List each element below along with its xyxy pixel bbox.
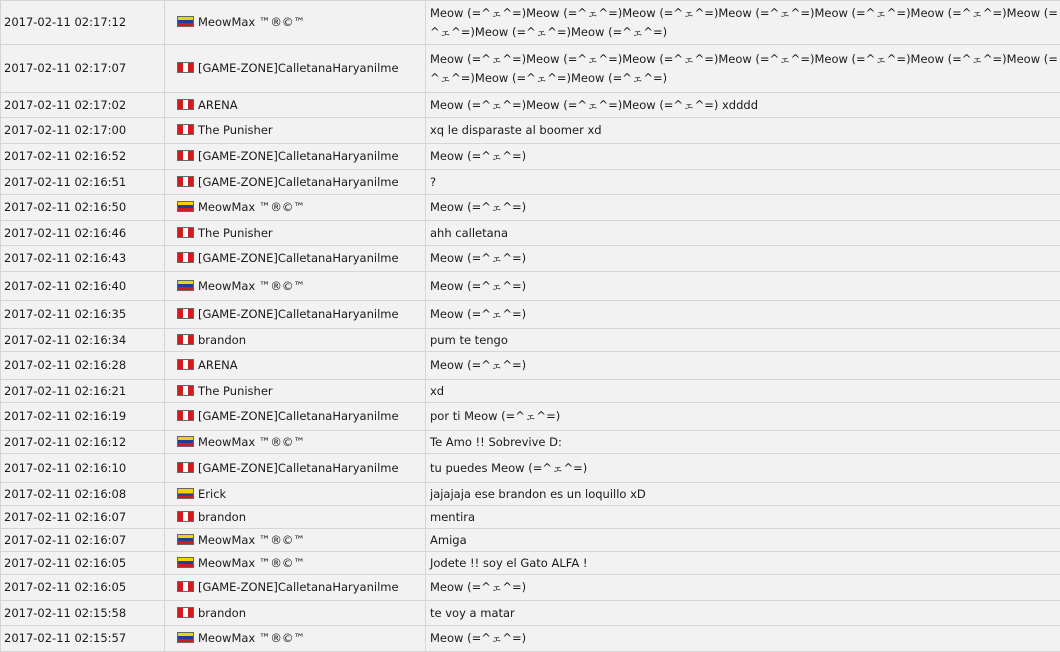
country-flag-icon <box>177 124 194 135</box>
country-flag-icon <box>177 308 194 319</box>
message-user-cell <box>165 483 426 506</box>
chat-message-row <box>1 454 1060 483</box>
country-flag-icon <box>177 462 194 473</box>
message-text: tu puedes Meow (=^ェ^=) <box>426 454 1060 483</box>
message-timestamp: 2017-02-11 02:16:05 <box>1 552 165 575</box>
country-flag-icon <box>177 280 194 291</box>
message-text: por ti Meow (=^ェ^=) <box>426 403 1060 431</box>
message-text: Meow (=^ェ^=) <box>426 144 1060 170</box>
message-timestamp: 2017-02-11 02:15:58 <box>1 601 165 626</box>
chat-message-row <box>1 380 1060 403</box>
chat-message-row <box>1 483 1060 506</box>
message-timestamp: 2017-02-11 02:16:40 <box>1 272 165 301</box>
message-timestamp: 2017-02-11 02:16:50 <box>1 195 165 221</box>
username: [GAME-ZONE]CalletanaHaryanilme <box>198 580 399 594</box>
chat-message-row <box>1 403 1060 431</box>
country-flag-icon <box>177 359 194 370</box>
country-flag-icon <box>177 607 194 618</box>
username: [GAME-ZONE]CalletanaHaryanilme <box>198 175 399 189</box>
country-flag-icon <box>177 62 194 73</box>
username: The Punisher <box>198 123 273 137</box>
message-user-cell <box>165 118 426 144</box>
message-text: Meow (=^ェ^=) <box>426 195 1060 221</box>
message-text: Jodete !! soy el Gato ALFA ! <box>426 552 1060 575</box>
message-user-cell <box>165 170 426 195</box>
message-timestamp: 2017-02-11 02:16:10 <box>1 454 165 483</box>
message-timestamp: 2017-02-11 02:16:05 <box>1 575 165 601</box>
message-text: xd <box>426 380 1060 403</box>
username: [GAME-ZONE]CalletanaHaryanilme <box>198 307 399 321</box>
username: MeowMax ™®©™ <box>198 200 305 214</box>
message-user-cell <box>165 575 426 601</box>
username: [GAME-ZONE]CalletanaHaryanilme <box>198 461 399 475</box>
chat-message-row <box>1 431 1060 454</box>
message-text: Meow (=^ェ^=) <box>426 575 1060 601</box>
message-text: Meow (=^ェ^=) <box>426 272 1060 301</box>
country-flag-icon <box>177 385 194 396</box>
message-text: ahh calletana <box>426 221 1060 246</box>
chat-message-row <box>1 601 1060 626</box>
message-user-cell <box>165 1 426 45</box>
chat-message-row <box>1 1 1060 45</box>
chat-message-row <box>1 118 1060 144</box>
chat-message-row <box>1 506 1060 529</box>
message-text: Amiga <box>426 529 1060 552</box>
country-flag-icon <box>177 16 194 27</box>
username: brandon <box>198 510 246 524</box>
message-timestamp: 2017-02-11 02:16:07 <box>1 506 165 529</box>
country-flag-icon <box>177 227 194 238</box>
message-user-cell <box>165 626 426 652</box>
message-user-cell <box>165 529 426 552</box>
message-timestamp: 2017-02-11 02:15:57 <box>1 626 165 652</box>
message-timestamp: 2017-02-11 02:17:12 <box>1 1 165 45</box>
country-flag-icon <box>177 557 194 568</box>
message-user-cell <box>165 454 426 483</box>
username: [GAME-ZONE]CalletanaHaryanilme <box>198 409 399 423</box>
country-flag-icon <box>177 150 194 161</box>
chat-message-row <box>1 45 1060 93</box>
message-text: mentira <box>426 506 1060 529</box>
country-flag-icon <box>177 511 194 522</box>
message-user-cell <box>165 301 426 329</box>
message-user-cell <box>165 45 426 93</box>
chat-message-row <box>1 93 1060 118</box>
message-timestamp: 2017-02-11 02:16:35 <box>1 301 165 329</box>
message-timestamp: 2017-02-11 02:16:08 <box>1 483 165 506</box>
message-text: te voy a matar <box>426 601 1060 626</box>
message-timestamp: 2017-02-11 02:16:19 <box>1 403 165 431</box>
chat-message-row <box>1 195 1060 221</box>
message-user-cell <box>165 506 426 529</box>
message-user-cell <box>165 403 426 431</box>
chat-message-row <box>1 272 1060 301</box>
username: MeowMax ™®©™ <box>198 533 305 547</box>
message-user-cell <box>165 246 426 272</box>
message-text: Meow (=^ェ^=) <box>426 246 1060 272</box>
country-flag-icon <box>177 99 194 110</box>
message-user-cell <box>165 144 426 170</box>
message-timestamp: 2017-02-11 02:16:34 <box>1 329 165 352</box>
message-text: jajajaja ese brandon es un loquillo xD <box>426 483 1060 506</box>
message-user-cell <box>165 221 426 246</box>
username: MeowMax ™®©™ <box>198 631 305 645</box>
message-user-cell <box>165 380 426 403</box>
country-flag-icon <box>177 252 194 263</box>
country-flag-icon <box>177 201 194 212</box>
chat-message-row <box>1 329 1060 352</box>
username: brandon <box>198 606 246 620</box>
username: ARENA <box>198 98 238 112</box>
message-user-cell <box>165 352 426 380</box>
country-flag-icon <box>177 436 194 447</box>
message-user-cell <box>165 431 426 454</box>
username: The Punisher <box>198 384 273 398</box>
message-text: Meow (=^ェ^=)Meow (=^ェ^=)Meow (=^ェ^=) xdddd <box>426 93 1060 118</box>
chat-message-row <box>1 626 1060 652</box>
country-flag-icon <box>177 176 194 187</box>
chat-message-row <box>1 352 1060 380</box>
message-timestamp: 2017-02-11 02:16:46 <box>1 221 165 246</box>
username: [GAME-ZONE]CalletanaHaryanilme <box>198 61 399 75</box>
username: ARENA <box>198 358 238 372</box>
message-text: Meow (=^ェ^=)Meow (=^ェ^=)Meow (=^ェ^=)Meow (=^ェ^=)Meow (=^ェ^=)Meow (=^ェ^=)Meow (=^ェ^=)Meow (=^ェ^=)Meow (=^ェ^=) <box>426 45 1060 93</box>
message-user-cell <box>165 552 426 575</box>
message-text: Meow (=^ェ^=) <box>426 301 1060 329</box>
username: The Punisher <box>198 226 273 240</box>
username: [GAME-ZONE]CalletanaHaryanilme <box>198 251 399 265</box>
country-flag-icon <box>177 534 194 545</box>
message-text: Te Amo !! Sobrevive D: <box>426 431 1060 454</box>
message-timestamp: 2017-02-11 02:17:00 <box>1 118 165 144</box>
country-flag-icon <box>177 632 194 643</box>
message-text: Meow (=^ェ^=)Meow (=^ェ^=)Meow (=^ェ^=)Meow (=^ェ^=)Meow (=^ェ^=)Meow (=^ェ^=)Meow (=^ェ^=)Meow (=^ェ^=)Meow (=^ェ^=) <box>426 1 1060 45</box>
chat-message-row <box>1 221 1060 246</box>
username: Erick <box>198 487 226 501</box>
chat-message-row <box>1 529 1060 552</box>
chat-message-row <box>1 144 1060 170</box>
message-timestamp: 2017-02-11 02:16:43 <box>1 246 165 272</box>
username: [GAME-ZONE]CalletanaHaryanilme <box>198 149 399 163</box>
message-timestamp: 2017-02-11 02:16:21 <box>1 380 165 403</box>
message-text: ? <box>426 170 1060 195</box>
chat-message-row <box>1 552 1060 575</box>
country-flag-icon <box>177 334 194 345</box>
message-timestamp: 2017-02-11 02:16:52 <box>1 144 165 170</box>
chat-message-row <box>1 301 1060 329</box>
username: MeowMax ™®©™ <box>198 279 305 293</box>
chat-message-row <box>1 246 1060 272</box>
message-timestamp: 2017-02-11 02:16:07 <box>1 529 165 552</box>
message-timestamp: 2017-02-11 02:16:51 <box>1 170 165 195</box>
chat-message-row <box>1 575 1060 601</box>
username: brandon <box>198 333 246 347</box>
message-timestamp: 2017-02-11 02:16:12 <box>1 431 165 454</box>
message-timestamp: 2017-02-11 02:16:28 <box>1 352 165 380</box>
message-user-cell <box>165 195 426 221</box>
country-flag-icon <box>177 488 194 499</box>
country-flag-icon <box>177 410 194 421</box>
username: MeowMax ™®©™ <box>198 556 305 570</box>
message-user-cell <box>165 272 426 301</box>
message-text: xq le disparaste al boomer xd <box>426 118 1060 144</box>
message-user-cell <box>165 601 426 626</box>
country-flag-icon <box>177 581 194 592</box>
message-text: pum te tengo <box>426 329 1060 352</box>
message-text: Meow (=^ェ^=) <box>426 352 1060 380</box>
message-user-cell <box>165 93 426 118</box>
message-timestamp: 2017-02-11 02:17:07 <box>1 45 165 93</box>
username: MeowMax ™®©™ <box>198 15 305 29</box>
chat-message-row <box>1 170 1060 195</box>
message-text: Meow (=^ェ^=) <box>426 626 1060 652</box>
chat-log-body <box>1 1 1060 652</box>
message-user-cell <box>165 329 426 352</box>
username: MeowMax ™®©™ <box>198 435 305 449</box>
message-timestamp: 2017-02-11 02:17:02 <box>1 93 165 118</box>
